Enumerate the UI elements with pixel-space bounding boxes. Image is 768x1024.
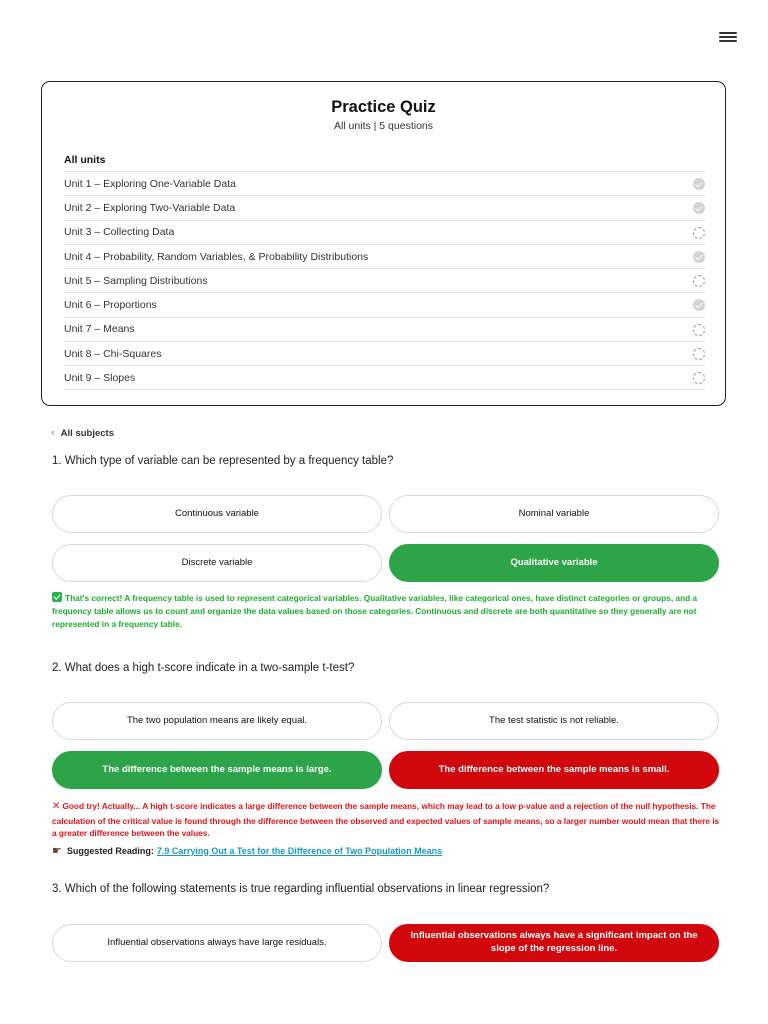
unit-label: Unit 1 – Exploring One-Variable Data: [64, 177, 236, 190]
unit-label: Unit 3 – Collecting Data: [64, 226, 175, 239]
answer-option[interactable]: Continuous variable: [52, 495, 382, 533]
unit-row[interactable]: [64, 171, 705, 195]
unit-label: Unit 4 – Probability, Random Variables, & Probability Distributions: [64, 250, 369, 263]
check-circle-icon: [693, 251, 705, 263]
feedback-text: That's correct! A frequency table is used to represent categorical variables. Qualitative variables, like categorical ones, have distinct categories or groups, and a frequency table allows us to count and organize the data values based on those categories. Continuous and discrete are both quantitative so they generally are not represented in a frequency table.: [52, 593, 698, 629]
answer-option[interactable]: The test statistic is not reliable.: [389, 702, 719, 740]
menu-bar: [719, 40, 737, 42]
quiz-title: Practice Quiz: [331, 98, 436, 116]
unit-row[interactable]: [64, 195, 705, 219]
back-link-label: All subjects: [60, 427, 114, 439]
menu-bar: [719, 32, 737, 34]
answer-option[interactable]: Discrete variable: [52, 544, 382, 582]
unit-label: Unit 2 – Exploring Two-Variable Data: [64, 201, 236, 214]
answer-option[interactable]: Nominal variable: [389, 495, 719, 533]
question-3-text: 3. Which of the following statements is true regarding influential observations in linear regression?: [52, 883, 550, 895]
all-subjects-link[interactable]: [51, 427, 114, 439]
unit-label: Unit 8 – Chi-Squares: [64, 347, 162, 360]
suggested-reading-link[interactable]: 7.9 Carrying Out a Test for the Difference of Two Population Means: [156, 845, 443, 856]
dashed-circle-icon: [693, 227, 705, 239]
dashed-circle-icon: [693, 324, 705, 336]
check-circle-icon: [693, 178, 705, 190]
unit-label: Unit 6 – Proportions: [64, 299, 157, 312]
unit-row[interactable]: [64, 268, 705, 292]
dashed-circle-icon: [693, 348, 705, 360]
dashed-circle-icon: [693, 372, 705, 384]
answer-option-incorrect[interactable]: Influential observations always have a significant impact on the slope of the regression line.: [389, 924, 719, 962]
hamburger-menu-icon[interactable]: [719, 30, 737, 44]
check-circle-icon: [693, 299, 705, 311]
check-box-icon: [52, 592, 62, 602]
question-2-text: 2. What does a high t-score indicate in a two-sample t-test?: [52, 662, 355, 674]
unit-row[interactable]: [64, 292, 705, 316]
unit-label: Unit 7 – Means: [64, 323, 135, 336]
unit-row[interactable]: [64, 220, 705, 244]
answer-option-incorrect[interactable]: The difference between the sample means is small.: [389, 751, 719, 789]
unit-row[interactable]: [64, 341, 705, 365]
feedback-text: Good try! Actually... A high t-score indicates a large difference between the sample means, which may lead to a low p-value and a rejection of the null hypothesis. The calculation of the critical value is found through the difference between the observed and expected values of sample means, so a larger number would mean that there is a greater difference between the values.: [52, 801, 720, 839]
answer-option[interactable]: The two population means are likely equal.: [52, 702, 382, 740]
cross-mark-icon: ✕: [52, 801, 61, 812]
answer-option-correct[interactable]: Qualitative variable: [389, 544, 719, 582]
suggested-reading: [52, 844, 442, 857]
quiz-subtitle: All units | 5 questions: [333, 120, 434, 132]
dashed-circle-icon: [693, 275, 705, 287]
unit-row[interactable]: [64, 244, 705, 268]
pointing-hand-icon: ☛: [52, 845, 62, 857]
feedback-incorrect: [52, 799, 720, 840]
answer-option[interactable]: Influential observations always have large residuals.: [52, 924, 382, 962]
unit-label: Unit 9 – Slopes: [64, 371, 136, 384]
unit-label: Unit 5 – Sampling Distributions: [64, 274, 208, 287]
units-heading: All units: [64, 154, 106, 166]
answer-option-correct[interactable]: The difference between the sample means is large.: [52, 751, 382, 789]
unit-row[interactable]: [64, 365, 705, 389]
chevron-left-icon: ‹: [51, 427, 55, 439]
question-1-text: 1. Which type of variable can be represented by a frequency table?: [52, 455, 394, 467]
check-circle-icon: [693, 202, 705, 214]
units-list: [64, 171, 705, 390]
feedback-correct: [52, 592, 720, 631]
suggested-reading-label: Suggested Reading:: [66, 845, 154, 856]
unit-row[interactable]: [64, 317, 705, 341]
practice-quiz-card: [41, 81, 726, 406]
menu-bar: [719, 36, 737, 38]
